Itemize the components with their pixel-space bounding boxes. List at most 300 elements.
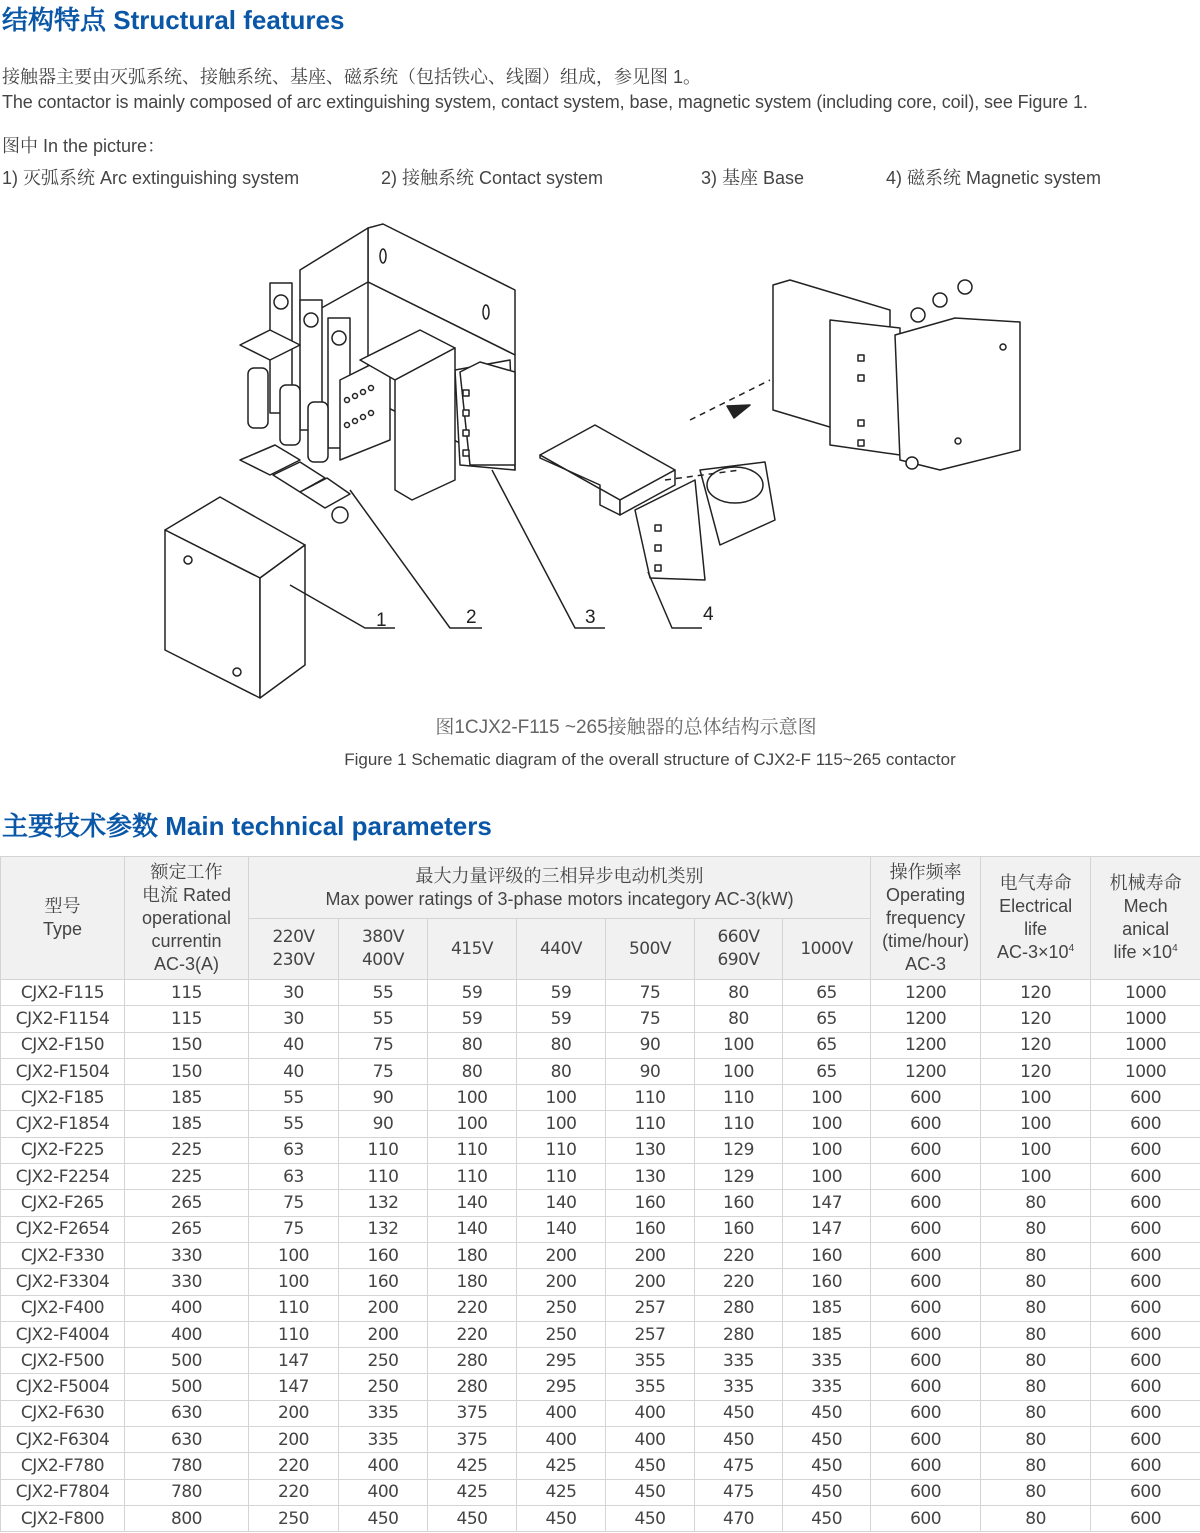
table-cell: 150: [125, 1058, 249, 1084]
table-cell: 160: [783, 1269, 871, 1295]
table-cell: 147: [783, 1216, 871, 1242]
header-mech-base: life ×10: [1113, 942, 1173, 962]
table-cell: 40: [249, 1032, 339, 1058]
section-title-structural-features: 结构特点 Structural features: [2, 5, 345, 35]
table-cell: 90: [339, 1085, 428, 1111]
table-cell: 100: [783, 1085, 871, 1111]
header-voltage: [428, 919, 517, 980]
table-cell: 600: [871, 1242, 981, 1268]
table-cell: 425: [517, 1453, 606, 1479]
header-voltage-line2: 230V: [272, 950, 315, 970]
table-cell: 450: [606, 1479, 695, 1505]
table-cell: 150: [125, 1032, 249, 1058]
header-voltage: [339, 919, 428, 980]
table-cell: 600: [871, 1321, 981, 1347]
table-cell: 55: [339, 980, 428, 1006]
table-cell: 600: [1091, 1164, 1200, 1190]
table-row: [1, 1242, 1200, 1268]
table-cell: 630: [125, 1427, 249, 1453]
table-cell: 400: [125, 1321, 249, 1347]
callout-3: 3: [585, 607, 596, 628]
table-cell: 600: [1091, 1216, 1200, 1242]
legend-item-base: 3) 基座 Base: [701, 168, 805, 188]
header-mechanical-life: [1091, 857, 1200, 980]
table-cell: 600: [1091, 1269, 1200, 1295]
table-cell: 335: [783, 1374, 871, 1400]
table-cell: 115: [125, 1006, 249, 1032]
table-cell: 90: [339, 1111, 428, 1137]
table-cell: 59: [517, 980, 606, 1006]
table-cell: 100: [428, 1111, 517, 1137]
table-cell: 110: [428, 1137, 517, 1163]
header-rated-cn: 额定工作: [150, 861, 223, 882]
table-cell: 160: [695, 1190, 783, 1216]
table-cell: 80: [981, 1374, 1091, 1400]
table-cell: 250: [517, 1321, 606, 1347]
header-elec-line3: [981, 941, 1090, 964]
table-cell: 80: [428, 1032, 517, 1058]
table-cell: 147: [249, 1348, 339, 1374]
table-cell: 280: [428, 1348, 517, 1374]
header-max-power: [249, 857, 871, 919]
table-row: [1, 1032, 1200, 1058]
table-cell: 75: [339, 1058, 428, 1084]
table-cell: 200: [517, 1269, 606, 1295]
figure-caption-english: Figure 1 Schematic diagram of the overall structure of CJX2-F 115~265 contactor: [344, 750, 956, 769]
table-cell: 600: [871, 1111, 981, 1137]
table-cell: 225: [125, 1137, 249, 1163]
table-cell: 140: [517, 1216, 606, 1242]
table-row: [1, 1111, 1200, 1137]
table-cell: 160: [339, 1269, 428, 1295]
table-cell: 59: [428, 980, 517, 1006]
table-cell: 330: [125, 1269, 249, 1295]
table-cell: 110: [249, 1295, 339, 1321]
header-rated-line2: operational: [141, 907, 232, 928]
header-freq-line1: Operating: [886, 884, 966, 905]
cell-type: CJX2-F185: [1, 1085, 125, 1111]
table-cell: 600: [1091, 1400, 1200, 1426]
table-cell: 257: [606, 1295, 695, 1321]
header-voltage-line1: 415V: [450, 938, 494, 959]
table-cell: 200: [249, 1427, 339, 1453]
table-cell: 120: [981, 1058, 1091, 1084]
table-row: [1, 1137, 1200, 1163]
table-cell: 132: [339, 1216, 428, 1242]
table-cell: 129: [695, 1164, 783, 1190]
table-cell: 100: [981, 1085, 1091, 1111]
header-freq-line3: (time/hour): [882, 930, 970, 951]
table-row: [1, 1427, 1200, 1453]
header-freq-cn: 操作频率: [889, 861, 962, 882]
legend-item-arc-extinguishing: 1) 灭弧系统 Arc extinguishing system: [2, 168, 300, 188]
arc-chute-cover: [165, 497, 305, 698]
table-cell: 1200: [871, 1006, 981, 1032]
table-cell: 100: [981, 1111, 1091, 1137]
table-cell: 600: [1091, 1453, 1200, 1479]
table-cell: 80: [695, 1006, 783, 1032]
cell-type: CJX2-F225: [1, 1137, 125, 1163]
header-max-power-cn: 最大力量评级的三相异步电动机类别: [415, 865, 704, 886]
arrow-head-icon: [727, 405, 750, 418]
table-cell: 65: [783, 1006, 871, 1032]
table-cell: 600: [1091, 1137, 1200, 1163]
table-cell: 600: [871, 1479, 981, 1505]
header-voltage: [695, 919, 783, 980]
table-cell: 65: [783, 980, 871, 1006]
table-cell: 40: [249, 1058, 339, 1084]
contactor-exploded-diagram: [140, 210, 1060, 710]
cell-type: CJX2-F800: [1, 1505, 125, 1531]
cell-type: CJX2-F400: [1, 1295, 125, 1321]
table-cell: 600: [871, 1400, 981, 1426]
table-cell: 250: [517, 1295, 606, 1321]
table-cell: 200: [517, 1242, 606, 1268]
table-cell: 600: [871, 1427, 981, 1453]
cell-type: CJX2-F1504: [1, 1058, 125, 1084]
table-row: [1, 1321, 1200, 1347]
table-cell: 55: [249, 1085, 339, 1111]
table-cell: 265: [125, 1190, 249, 1216]
table-cell: 110: [517, 1164, 606, 1190]
table-cell: 110: [339, 1137, 428, 1163]
table-cell: 100: [981, 1164, 1091, 1190]
table-cell: 335: [339, 1427, 428, 1453]
table-cell: 600: [1091, 1427, 1200, 1453]
table-row: [1, 1058, 1200, 1084]
table-cell: 100: [783, 1164, 871, 1190]
table-cell: 400: [517, 1427, 606, 1453]
table-cell: 1000: [1091, 980, 1200, 1006]
table-cell: 600: [1091, 1242, 1200, 1268]
table-cell: 75: [339, 1032, 428, 1058]
picture-label: 图中 In the picture：: [2, 136, 166, 156]
table-cell: 80: [981, 1295, 1091, 1321]
table-row: [1, 1453, 1200, 1479]
table-cell: 600: [1091, 1374, 1200, 1400]
table-cell: 250: [249, 1505, 339, 1531]
table-cell: 55: [249, 1111, 339, 1137]
header-mech-cn: 机械寿命: [1109, 873, 1182, 893]
table-cell: 185: [125, 1111, 249, 1137]
header-mech-line3: [1091, 941, 1200, 964]
table-cell: 450: [783, 1453, 871, 1479]
table-cell: 450: [783, 1427, 871, 1453]
header-type: [1, 857, 125, 980]
table-cell: 450: [606, 1505, 695, 1531]
table-cell: 250: [339, 1374, 428, 1400]
section-title-technical-parameters: 主要技术参数 Main technical parameters: [2, 811, 492, 841]
table-cell: 110: [606, 1111, 695, 1137]
table-cell: 200: [339, 1321, 428, 1347]
table-cell: 55: [339, 1006, 428, 1032]
table-cell: 120: [981, 1032, 1091, 1058]
header-mech-exponent: 4: [1172, 943, 1178, 954]
table-cell: 600: [871, 1374, 981, 1400]
header-rated-line4: AC-3(A): [153, 953, 219, 974]
table-cell: 1000: [1091, 1058, 1200, 1084]
table-cell: 450: [695, 1427, 783, 1453]
table-cell: 160: [606, 1190, 695, 1216]
table-cell: 132: [339, 1190, 428, 1216]
table-cell: 780: [125, 1453, 249, 1479]
table-cell: 160: [339, 1242, 428, 1268]
header-max-power-en: Max power ratings of 3-phase motors incategory AC-3(kW): [325, 888, 794, 909]
table-row: [1, 980, 1200, 1006]
cell-type: CJX2-F115: [1, 980, 125, 1006]
header-elec-cn: 电气寿命: [999, 873, 1072, 893]
table-cell: 115: [125, 980, 249, 1006]
table-cell: 75: [606, 1006, 695, 1032]
table-cell: 425: [428, 1479, 517, 1505]
table-cell: 225: [125, 1164, 249, 1190]
table-row: [1, 1295, 1200, 1321]
header-rated-line1: 电流 Rated: [141, 884, 232, 905]
table-row: [1, 1479, 1200, 1505]
table-cell: 100: [783, 1137, 871, 1163]
cell-type: CJX2-F3304: [1, 1269, 125, 1295]
table-cell: 400: [606, 1427, 695, 1453]
table-cell: 100: [783, 1111, 871, 1137]
table-cell: 185: [125, 1085, 249, 1111]
table-cell: 600: [871, 1348, 981, 1374]
table-cell: 335: [695, 1374, 783, 1400]
table-cell: 90: [606, 1032, 695, 1058]
header-voltage-line1: 500V: [628, 938, 672, 959]
table-cell: 1200: [871, 980, 981, 1006]
table-cell: 600: [871, 1269, 981, 1295]
cell-type: CJX2-F150: [1, 1032, 125, 1058]
table-cell: 75: [249, 1190, 339, 1216]
callout-2: 2: [466, 607, 477, 628]
table-cell: 280: [695, 1295, 783, 1321]
header-mech-line1: Mech: [1123, 896, 1168, 916]
table-cell: 250: [339, 1348, 428, 1374]
table-cell: 425: [428, 1453, 517, 1479]
table-cell: 120: [981, 980, 1091, 1006]
table-cell: 600: [1091, 1479, 1200, 1505]
table-cell: 780: [125, 1479, 249, 1505]
table-cell: 355: [606, 1348, 695, 1374]
table-cell: 500: [125, 1348, 249, 1374]
header-freq-line2: frequency: [886, 907, 966, 928]
table-cell: 1000: [1091, 1032, 1200, 1058]
table-row: [1, 1190, 1200, 1216]
table-cell: 600: [871, 1190, 981, 1216]
table-cell: 65: [783, 1058, 871, 1084]
table-cell: 80: [981, 1321, 1091, 1347]
table-cell: 600: [871, 1216, 981, 1242]
header-freq-line4: AC-3: [905, 953, 947, 974]
table-cell: 1200: [871, 1058, 981, 1084]
table-cell: 200: [249, 1400, 339, 1426]
table-cell: 120: [981, 1006, 1091, 1032]
table-cell: 147: [783, 1190, 871, 1216]
table-cell: 140: [428, 1190, 517, 1216]
table-cell: 330: [125, 1242, 249, 1268]
header-voltage-line1: 440V: [539, 938, 583, 959]
header-voltage-line1: 1000V: [800, 938, 853, 959]
table-cell: 80: [981, 1269, 1091, 1295]
header-voltage-line1: 220V: [272, 927, 315, 947]
table-cell: 80: [981, 1479, 1091, 1505]
table-cell: 220: [249, 1479, 339, 1505]
table-cell: 450: [783, 1505, 871, 1531]
table-cell: 450: [695, 1400, 783, 1426]
table-cell: 63: [249, 1137, 339, 1163]
table-cell: 200: [339, 1295, 428, 1321]
table-cell: 1200: [871, 1032, 981, 1058]
table-cell: 600: [871, 1085, 981, 1111]
table-row: [1, 1348, 1200, 1374]
table-cell: 450: [428, 1505, 517, 1531]
table-cell: 59: [428, 1006, 517, 1032]
table-cell: 600: [871, 1453, 981, 1479]
table-cell: 375: [428, 1427, 517, 1453]
table-cell: 265: [125, 1216, 249, 1242]
cell-type: CJX2-F500: [1, 1348, 125, 1374]
table-cell: 450: [783, 1479, 871, 1505]
table-cell: 600: [871, 1137, 981, 1163]
table-cell: 80: [517, 1032, 606, 1058]
header-elec-line1: Electrical: [999, 896, 1073, 916]
table-cell: 100: [981, 1137, 1091, 1163]
table-row: [1, 1216, 1200, 1242]
table-cell: 335: [339, 1400, 428, 1426]
table-cell: 470: [695, 1505, 783, 1531]
table-cell: 80: [981, 1190, 1091, 1216]
header-type-cn: 型号: [44, 896, 81, 916]
header-voltage: [249, 919, 339, 980]
arc-terminals: [240, 283, 350, 523]
table-cell: 600: [1091, 1505, 1200, 1531]
cell-type: CJX2-F265: [1, 1190, 125, 1216]
cell-type: CJX2-F1154: [1, 1006, 125, 1032]
table-cell: 80: [517, 1058, 606, 1084]
table-cell: 160: [695, 1216, 783, 1242]
table-cell: 630: [125, 1400, 249, 1426]
cell-type: CJX2-F5004: [1, 1374, 125, 1400]
table-cell: 140: [517, 1190, 606, 1216]
header-mech-line2: anical: [1122, 919, 1170, 939]
table-cell: 400: [339, 1453, 428, 1479]
table-cell: 335: [783, 1348, 871, 1374]
table-cell: 75: [606, 980, 695, 1006]
header-electrical-life: [981, 857, 1091, 980]
table-cell: 100: [695, 1058, 783, 1084]
table-cell: 80: [981, 1505, 1091, 1531]
table-cell: 600: [1091, 1111, 1200, 1137]
table-cell: 185: [783, 1295, 871, 1321]
table-cell: 600: [871, 1164, 981, 1190]
table-cell: 100: [695, 1032, 783, 1058]
table-cell: 80: [981, 1400, 1091, 1426]
table-cell: 220: [428, 1321, 517, 1347]
cell-type: CJX2-F4004: [1, 1321, 125, 1347]
description-english: The contactor is mainly composed of arc extinguishing system, contact system, base, magnetic system (including core, coil), see Figure 1.: [2, 92, 1088, 112]
table-cell: 110: [695, 1111, 783, 1137]
description-chinese: 接触器主要由灭弧系统、接触系统、基座、磁系统（包括铁心、线圈）组成，参见图 1。: [2, 67, 702, 87]
table-row: [1, 1085, 1200, 1111]
legend-item-magnetic-system: 4) 磁系统 Magnetic system: [886, 168, 1102, 188]
table-cell: 160: [606, 1216, 695, 1242]
legend-item-contact-system: 2) 接触系统 Contact system: [381, 168, 604, 188]
table-cell: 400: [339, 1479, 428, 1505]
table-cell: 200: [606, 1242, 695, 1268]
table-cell: 80: [428, 1058, 517, 1084]
table-cell: 295: [517, 1348, 606, 1374]
table-row: [1, 1006, 1200, 1032]
table-cell: 335: [695, 1348, 783, 1374]
cell-type: CJX2-F2254: [1, 1164, 125, 1190]
table-cell: 30: [249, 1006, 339, 1032]
header-voltage-line1: 660V: [717, 927, 760, 947]
table-cell: 450: [783, 1400, 871, 1426]
table-row: [1, 1400, 1200, 1426]
table-cell: 220: [428, 1295, 517, 1321]
header-rated-line3: currentin: [151, 930, 222, 951]
table-cell: 375: [428, 1400, 517, 1426]
table-cell: 295: [517, 1374, 606, 1400]
table-cell: 600: [1091, 1190, 1200, 1216]
table-cell: 110: [249, 1321, 339, 1347]
table-cell: 220: [695, 1242, 783, 1268]
table-cell: 450: [606, 1453, 695, 1479]
table-cell: 110: [339, 1164, 428, 1190]
table-cell: 110: [428, 1164, 517, 1190]
table-cell: 220: [249, 1453, 339, 1479]
table-cell: 1000: [1091, 1006, 1200, 1032]
table-cell: 160: [783, 1242, 871, 1268]
table-cell: 600: [1091, 1321, 1200, 1347]
header-voltage-line2: 400V: [361, 950, 405, 970]
table-cell: 59: [517, 1006, 606, 1032]
header-voltage-line1: 380V: [361, 927, 405, 947]
table-cell: 500: [125, 1374, 249, 1400]
table-row: [1, 1269, 1200, 1295]
table-cell: 200: [606, 1269, 695, 1295]
figure-caption-chinese: 图1CJX2-F115 ~265接触器的总体结构示意图: [435, 717, 817, 738]
table-cell: 475: [695, 1453, 783, 1479]
table-cell: 600: [871, 1295, 981, 1321]
table-cell: 800: [125, 1505, 249, 1531]
header-voltage-line2: 690V: [717, 950, 760, 970]
table-cell: 425: [517, 1479, 606, 1505]
table-cell: 80: [981, 1453, 1091, 1479]
assembled-contactor: [773, 280, 1020, 470]
callout-1: 1: [376, 610, 387, 631]
table-cell: 63: [249, 1164, 339, 1190]
header-elec-exponent: 4: [1068, 943, 1075, 954]
cell-type: CJX2-F6304: [1, 1427, 125, 1453]
technical-parameters-table: [0, 856, 1200, 1532]
table-cell: 220: [695, 1269, 783, 1295]
table-cell: 110: [606, 1085, 695, 1111]
header-elec-line2: life: [1024, 919, 1048, 939]
table-cell: 80: [981, 1427, 1091, 1453]
table-cell: 90: [606, 1058, 695, 1084]
table-cell: 450: [339, 1505, 428, 1531]
header-type-en: Type: [42, 919, 83, 939]
table-cell: 400: [125, 1295, 249, 1321]
table-cell: 100: [249, 1269, 339, 1295]
table-cell: 80: [695, 980, 783, 1006]
table-cell: 600: [1091, 1348, 1200, 1374]
table-row: [1, 1374, 1200, 1400]
cell-type: CJX2-F2654: [1, 1216, 125, 1242]
header-voltage: [783, 919, 871, 980]
table-cell: 600: [871, 1505, 981, 1531]
